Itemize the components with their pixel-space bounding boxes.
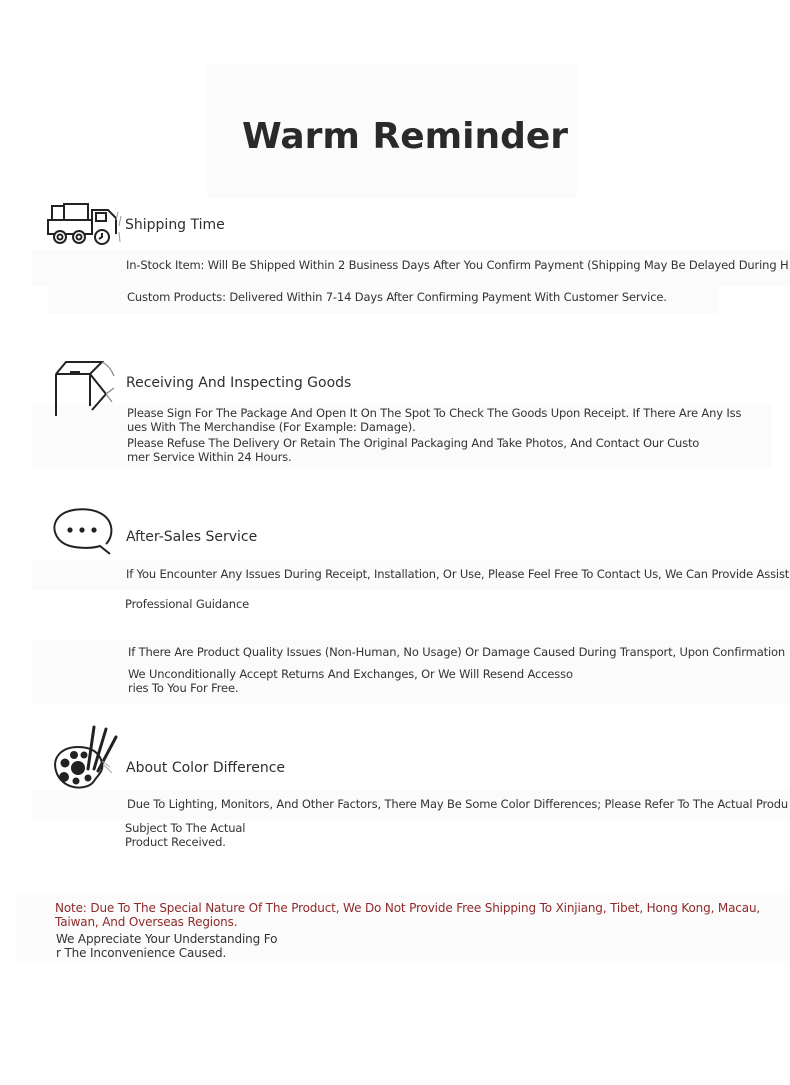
- section-text-line: ries To You For Free.: [128, 681, 239, 695]
- palette-icon: [52, 725, 126, 793]
- section-text-line: Subject To The Actual: [125, 821, 246, 835]
- section-text-line: mer Service Within 24 Hours.: [127, 450, 292, 464]
- section-heading-receiving: Receiving And Inspecting Goods: [126, 375, 352, 391]
- box-icon: [52, 360, 124, 422]
- page-title: Warm Reminder: [241, 116, 569, 157]
- section-heading-aftersales: After-Sales Service: [126, 529, 258, 545]
- section-text-line: Professional Guidance: [125, 597, 250, 611]
- section-text-line: In-Stock Item: Will Be Shipped Within 2 Business Days After You Confirm Payment (Shipping May Be Delayed During H: [126, 258, 789, 272]
- section-heading-shipping: Shipping Time: [125, 217, 225, 233]
- section-text-line: Please Refuse The Delivery Or Retain The Original Packaging And Take Photos, And Contact Our Custo: [127, 436, 700, 450]
- section-text-line: Please Sign For The Package And Open It On The Spot To Check The Goods Upon Receipt. If There Are Any Iss: [127, 406, 742, 420]
- shipping-note-line: Taiwan, And Overseas Regions.: [55, 915, 238, 929]
- closing-text-line: r The Inconvenience Caused.: [56, 946, 227, 960]
- closing-text-line: We Appreciate Your Understanding Fo: [56, 932, 278, 946]
- shipping-note-line: Note: Due To The Special Nature Of The Product, We Do Not Provide Free Shipping To Xinjiang, Tibet, Hong Kong, Macau,: [55, 901, 761, 915]
- truck-icon: [46, 202, 124, 246]
- speech-bubble-icon: [52, 508, 116, 560]
- section-text-line: ues With The Merchandise (For Example: Damage).: [127, 420, 416, 434]
- section-heading-color: About Color Difference: [126, 760, 286, 776]
- section-text-line: Custom Products: Delivered Within 7-14 Days After Confirming Payment With Customer Service.: [127, 290, 667, 304]
- section-text-line: If You Encounter Any Issues During Receipt, Installation, Or Use, Please Feel Free To Contact Us, We Can Provide Assist: [126, 567, 790, 581]
- section-text-line: Due To Lighting, Monitors, And Other Factors, There May Be Some Color Differences; Please Refer To The Actual Produ: [127, 797, 789, 811]
- section-text-line: Product Received.: [125, 835, 226, 849]
- section-text-line: We Unconditionally Accept Returns And Exchanges, Or We Will Resend Accesso: [128, 667, 573, 681]
- section-text-line: If There Are Product Quality Issues (Non-Human, No Usage) Or Damage Caused During Transport, Upon Confirmation: [128, 645, 786, 659]
